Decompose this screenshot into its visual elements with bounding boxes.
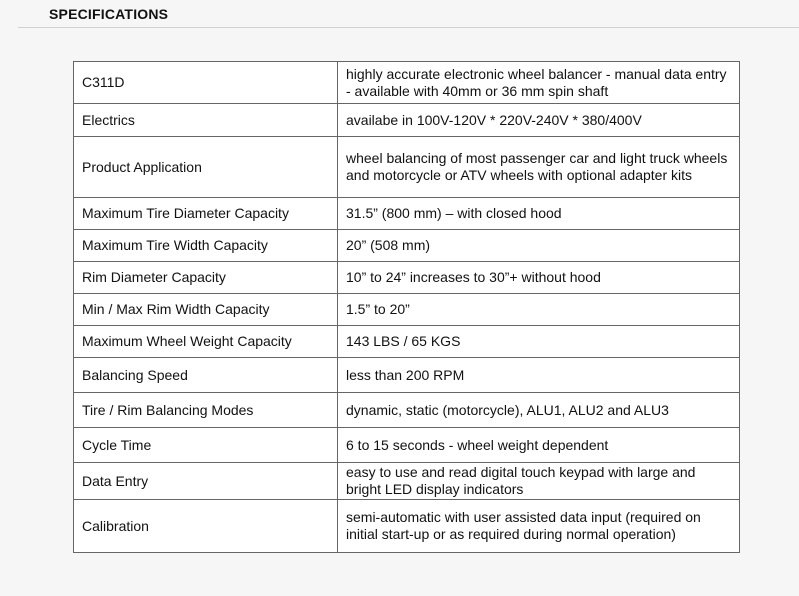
table-row: [74, 137, 740, 198]
spec-label: Data Entry: [74, 463, 338, 500]
spec-value: 31.5” (800 mm) – with closed hood: [338, 198, 740, 230]
table-row: [74, 358, 740, 393]
table-row: [74, 62, 740, 104]
heading-divider: [18, 27, 799, 28]
spec-label: Tire / Rim Balancing Modes: [74, 393, 338, 428]
spec-label: Maximum Tire Width Capacity: [74, 230, 338, 262]
spec-value: 6 to 15 seconds - wheel weight dependent: [338, 428, 740, 463]
spec-value: easy to use and read digital touch keypad with large and bright LED display indicators: [338, 463, 740, 500]
spec-value: 1.5” to 20”: [338, 294, 740, 326]
spec-value: 20” (508 mm): [338, 230, 740, 262]
page-heading: SPECIFICATIONS: [49, 6, 169, 22]
spec-label: Balancing Speed: [74, 358, 338, 393]
spec-value: 143 LBS / 65 KGS: [338, 326, 740, 358]
table-row: [74, 326, 740, 358]
table-row: [74, 230, 740, 262]
table-row: [74, 393, 740, 428]
spec-value: 10” to 24” increases to 30”+ without hood: [338, 262, 740, 294]
table-row: [74, 262, 740, 294]
table-row: [74, 198, 740, 230]
table-row: [74, 428, 740, 463]
spec-label: Electrics: [74, 104, 338, 137]
spec-label: Product Application: [74, 137, 338, 198]
spec-label: Calibration: [74, 500, 338, 553]
spec-value: highly accurate electronic wheel balancer - manual data entry - available with 40mm or 36 mm spin shaft: [338, 62, 740, 104]
spec-value: dynamic, static (motorcycle), ALU1, ALU2 and ALU3: [338, 393, 740, 428]
table-row: [74, 463, 740, 500]
spec-label: Min / Max Rim Width Capacity: [74, 294, 338, 326]
specifications-table: [73, 61, 740, 553]
table-row: [74, 500, 740, 553]
spec-value: less than 200 RPM: [338, 358, 740, 393]
spec-label: Rim Diameter Capacity: [74, 262, 338, 294]
spec-label: Maximum Tire Diameter Capacity: [74, 198, 338, 230]
spec-label: Cycle Time: [74, 428, 338, 463]
table-row: [74, 104, 740, 137]
spec-value: semi-automatic with user assisted data input (required on initial start-up or as required during normal operation): [338, 500, 740, 553]
table-row: [74, 294, 740, 326]
spec-value: availabe in 100V-120V * 220V-240V * 380/400V: [338, 104, 740, 137]
spec-label: C311D: [74, 62, 338, 104]
spec-value: wheel balancing of most passenger car and light truck wheels and motorcycle or ATV wheels with optional adapter kits: [338, 137, 740, 198]
spec-label: Maximum Wheel Weight Capacity: [74, 326, 338, 358]
